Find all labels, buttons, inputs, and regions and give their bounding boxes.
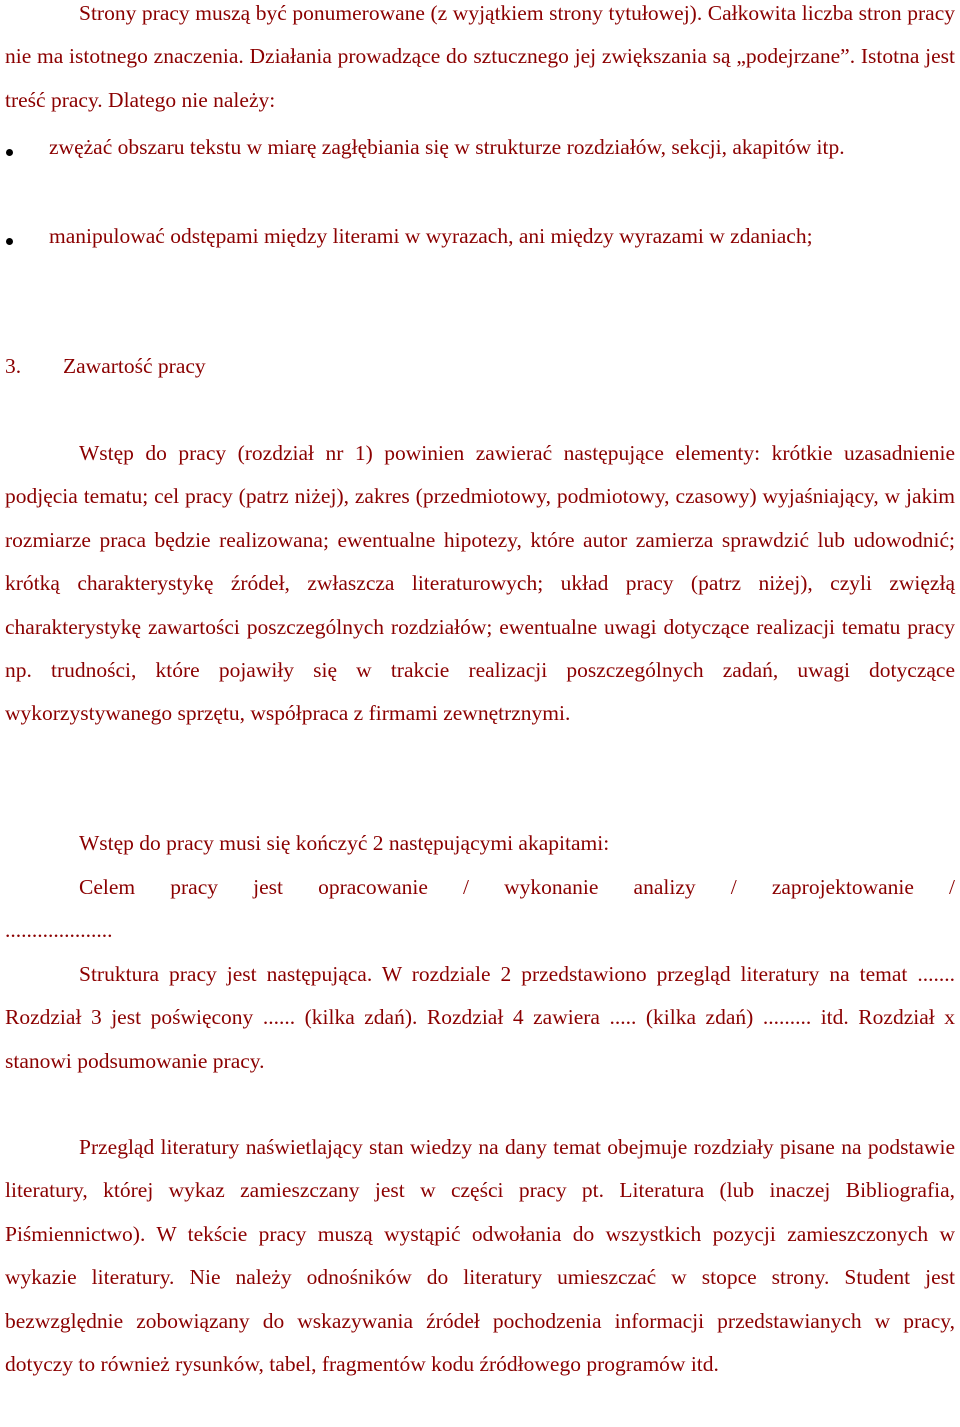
paragraph-celem-line2: .................... (5, 918, 113, 942)
paragraph-wstep: Wstęp do pracy (rozdział nr 1) powinien zawierać następujące elementy: krótkie uzasadnienie podjęcia tematu; cel pracy (patrz niżej), zakres (przedmiotowy, podmiotowy, czasowy) wyjaśniający, w jakim rozmiarze praca będzie realizowana; ewentualne hipotezy, które autor zamierza sprawdzić lub udowodnić; krótką charakterystykę źródeł, zwłaszcza literaturowych; układ pracy (patrz niżej), czyli zwięzłą charakterystykę zawartości poszczególnych rozdziałów; ewentualne uwagi dotyczące realizacji tematu pracy np. trudności, które pojawiły się w trakcie realizacji poszczególnych zadań, uwagi dotyczące wykorzystywanego sprzętu, współpraca z firmami zewnętrznymi. (5, 441, 955, 726)
bullet-item-1: zwężać obszaru tekstu w miarę zagłębiania się w strukturze rozdziałów, sekcji, akapitów itp. (49, 135, 845, 159)
bullet-marker-2 (6, 238, 18, 250)
paragraph-konczyc: Wstęp do pracy musi się kończyć 2 następującymi akapitami: (79, 831, 610, 855)
section-heading (5, 345, 206, 388)
paragraph-struktura: Struktura pracy jest następująca. W rozdziale 2 przedstawiono przegląd literatury na temat ....... Rozdział 3 jest poświęcony ...... (kilka zdań). Rozdział 4 zawiera ..... (kilka zdań) ......... itd. Rozdział x stanowi podsumowanie pracy. (5, 962, 955, 1073)
paragraph-celem-line1: Celem pracy jest opracowanie / wykonanie analizy / zaprojektowanie / (79, 875, 955, 899)
section-title: Zawartość pracy (63, 354, 206, 378)
section-number: 3. (5, 354, 22, 378)
bullet-item-2: manipulować odstępami między literami w wyrazach, ani między wyrazami w zdaniach; (49, 224, 813, 248)
intro-paragraph: Strony pracy muszą być ponumerowane (z wyjątkiem strony tytułowej). Całkowita liczba stron pracy nie ma istotnego znaczenia. Działania prowadzące do sztucznego jej zwiększania są „podejrzane”. Istotna jest treść pracy. Dlatego nie należy: (5, 1, 955, 112)
paragraph-przeglad: Przegląd literatury naświetlający stan wiedzy na dany temat obejmuje rozdziały pisane na podstawie literatury, której wykaz zamieszczany jest w części pracy pt. Literatura (lub inaczej Bibliografia, Piśmiennictwo). W tekście pracy muszą wystąpić odwołania do wszystkich pozycji zamieszczonych w wykazie literatury. Nie należy odnośników do literatury umieszczać w stopce strony. Student jest bezwzględnie zobowiązany do wskazywania źródeł pochodzenia informacji przedstawianych w pracy, dotyczy to również rysunków, tabel, fragmentów kodu źródłowego programów itd. (5, 1135, 955, 1377)
bullet-marker-1 (6, 149, 18, 161)
